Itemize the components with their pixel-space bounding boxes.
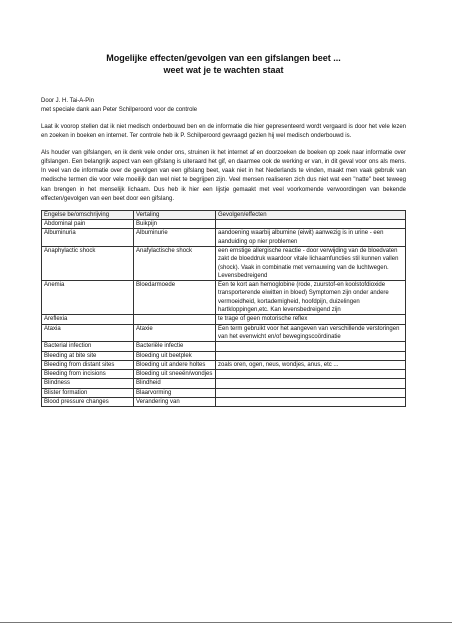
cell-translation: Blindheid bbox=[134, 379, 216, 388]
header-effects: Gevolgen/effecten bbox=[216, 210, 406, 219]
cell-effects bbox=[216, 342, 406, 351]
header-translation: Vertaling bbox=[134, 210, 216, 219]
cell-english: Anemia bbox=[42, 281, 134, 315]
cell-translation: Buikpijn bbox=[134, 220, 216, 229]
table-row bbox=[42, 370, 406, 379]
cell-english: Ataxia bbox=[42, 324, 134, 342]
cell-translation: Bloedarmoede bbox=[134, 281, 216, 315]
cell-english: Areflexia bbox=[42, 315, 134, 324]
cell-effects: Een te kort aan hemoglobine (rode, zuurstof-en koolstofdioxide transporterende eiwitten in bloed) Symptomen zijn onder andere vermoeidheid, kortademigheid, hoofdpijn, duizelingen hartkloppingen,etc. Kan levensbedreigend zijn bbox=[216, 281, 406, 315]
cell-effects: zoals oren, ogen, neus, wondjes, anus, etc ... bbox=[216, 360, 406, 369]
cell-translation: Albuminurie bbox=[134, 229, 216, 247]
cell-translation: Bloeding uit beetplek bbox=[134, 351, 216, 360]
table-row bbox=[42, 379, 406, 388]
cell-effects: aandoening waarbij albumine (eiwit) aanwezig is in urine - een aanduiding op nier problemen bbox=[216, 229, 406, 247]
cell-translation: Bacteriële infectie bbox=[134, 342, 216, 351]
document-title bbox=[41, 0, 406, 76]
title-line-1: Mogelijke effecten/gevolgen van een gifslangen beet ... bbox=[106, 53, 341, 63]
cell-effects bbox=[216, 370, 406, 379]
cell-english: Bacterial infection bbox=[42, 342, 134, 351]
cell-translation: Blaarvorming bbox=[134, 388, 216, 397]
cell-english: Blood pressure changes bbox=[42, 397, 134, 406]
cell-effects bbox=[216, 351, 406, 360]
header-english: Engelse be/omschrijving bbox=[42, 210, 134, 219]
cell-english: Blister formation bbox=[42, 388, 134, 397]
cell-effects: te trage of geen motorische reflex bbox=[216, 315, 406, 324]
cell-effects bbox=[216, 379, 406, 388]
page-bottom-rule bbox=[0, 622, 452, 623]
cell-effects bbox=[216, 220, 406, 229]
cell-english: Bleeding from incisions bbox=[42, 370, 134, 379]
cell-english: Abdominal pain bbox=[42, 220, 134, 229]
table-row bbox=[42, 360, 406, 369]
table-row bbox=[42, 397, 406, 406]
cell-english: Bleeding from distant sites bbox=[42, 360, 134, 369]
byline-thanks: met speciale dank aan Peter Schilperoord voor de controle bbox=[41, 107, 198, 113]
table-row bbox=[42, 342, 406, 351]
cell-translation: Anafylactische shock bbox=[134, 246, 216, 280]
cell-translation: Bloeding uit sneeën/wondjes bbox=[134, 370, 216, 379]
table-header-row bbox=[42, 210, 406, 219]
table-row bbox=[42, 229, 406, 247]
cell-english: Blindness bbox=[42, 379, 134, 388]
cell-effects bbox=[216, 397, 406, 406]
cell-english: Bleeding at bite site bbox=[42, 351, 134, 360]
effects-table bbox=[41, 210, 406, 408]
cell-english: Anaphylactic shock bbox=[42, 246, 134, 280]
cell-effects bbox=[216, 388, 406, 397]
cell-translation: Bloeding uit andere holtes bbox=[134, 360, 216, 369]
table-row bbox=[42, 220, 406, 229]
cell-effects: een ernstige allergische reactie - door verwijding van de bloedvaten zakt de bloeddruk waardoor vitale lichaamfuncties stil kunnen vallen (shock). Vaak in combinatie met vernauwing van de luchtwegen. Levensbedreigend bbox=[216, 246, 406, 280]
byline bbox=[41, 97, 406, 115]
intro-paragraph-2: Als houder van gifslangen, en ik denk vele onder ons, struinen ik het internet af en doorzoeken de boeken op zoek naar informatie over gifslangen. Een belangrijk aspect van een gifslang is uiteraard het gif, en daarmee ook de werking er van, in dit geval voor ons als mens. In veel van de informatie over de gevolgen van een gifslang beet, vaak niet in het Nederlands te vinden, maakt men vaak gebruik van medische termen die voor vele moeilijk dan wel niet te begrijpen zijn. Veel mensen realiseren zich dus niet wat een "natte" beet teweeg kan brengen in het menselijk lichaam. Dus heb ik hier een lijstje gemaakt met veel voorkomende verwoordingen van bekende effecten/gevolgen van een beet door een gifslang. bbox=[41, 150, 406, 202]
table-row bbox=[42, 324, 406, 342]
table-row bbox=[42, 388, 406, 397]
table-row bbox=[42, 246, 406, 280]
intro-paragraph-1: Laat ik voorop stellen dat ik niet medisch onderbouwd ben en de informatie die hier gepresenteerd wordt vergaard is door het vele lezen en zoeken in boeken en internet. Ter controle heb ik P. Schilperoord gevraagd gezien hij wel medisch onderbouwd is. bbox=[41, 124, 406, 140]
table-row bbox=[42, 351, 406, 360]
cell-english: Albuminuria bbox=[42, 229, 134, 247]
table-row bbox=[42, 315, 406, 324]
cell-translation bbox=[134, 315, 216, 324]
cell-translation: Ataxie bbox=[134, 324, 216, 342]
byline-author: Door J. H. Tai-A-Pin bbox=[41, 98, 94, 104]
table-row bbox=[42, 281, 406, 315]
title-line-2: weet wat je te wachten staat bbox=[163, 65, 284, 75]
cell-effects: Een term gebruikt voor het aangeven van verschillende verstoringen van het evenwicht en/of bewegingscoördinatie bbox=[216, 324, 406, 342]
cell-translation: Verandering van bbox=[134, 397, 216, 406]
